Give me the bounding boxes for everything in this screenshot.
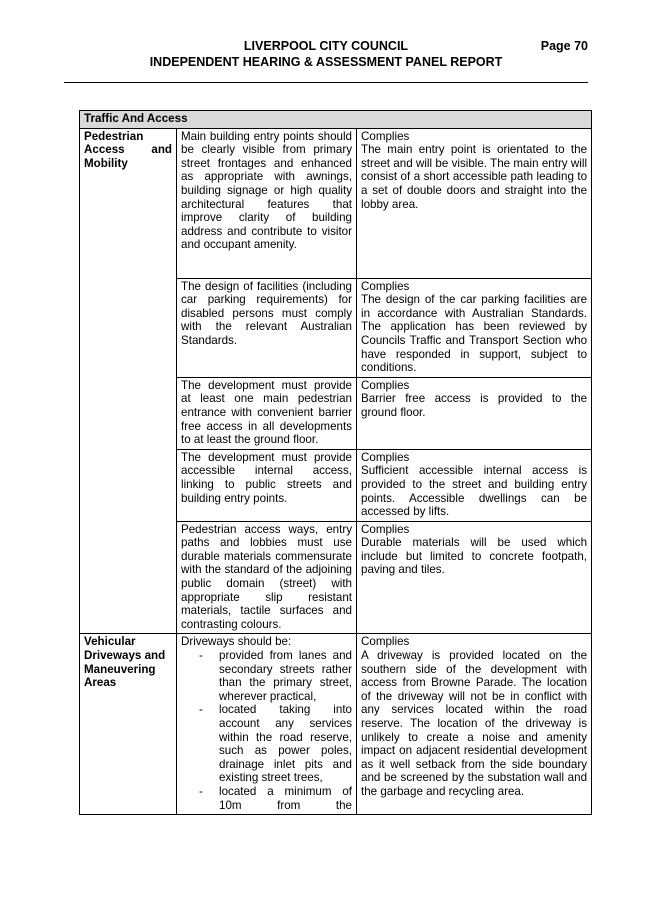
comment-text: The design of the car parking facilities are in accordance with Australian Standards. The application has been reviewed by Councils Traffic and Transport Section who have responded in support, subject to conditions. xyxy=(361,293,588,375)
status-text: Complies xyxy=(361,635,410,649)
requirement-cell: Main building entry points should be clearly visible from primary street frontages and enhanced as appropriate with awnings, building signage or high quality architectural features that improve clarity of building address and contribute to visitor and occupant amenity. xyxy=(177,128,357,278)
table-row xyxy=(80,128,592,278)
report-header xyxy=(64,38,588,70)
driveway-criteria-list xyxy=(181,649,352,812)
assessment-table xyxy=(79,110,592,815)
council-name: LIVERPOOL CITY COUNCIL xyxy=(243,39,409,53)
status-text: Complies xyxy=(361,522,410,536)
section-title: Traffic And Access xyxy=(80,111,592,129)
page-number: Page 70 xyxy=(540,39,588,53)
requirement-cell: Pedestrian access ways, entry paths and lobbies must use durable materials commensurate with the standard of the adjoining public domain (street) with appropriate slip resistant materials, tactile surfaces and contrasting colours. xyxy=(177,521,357,634)
status-text: Complies xyxy=(361,129,410,143)
requirement-cell: The development must provide at least one main pedestrian entrance with convenient barrier free access in all developments to at least the ground floor. xyxy=(177,377,357,449)
table-row xyxy=(80,634,592,815)
status-text: Complies xyxy=(361,450,410,464)
requirement-intro: Driveways should be: xyxy=(181,635,292,649)
assessment-cell xyxy=(357,377,592,449)
category-cell xyxy=(80,128,177,634)
comment-text: Barrier free access is provided to the ground floor. xyxy=(361,392,588,419)
assessment-cell xyxy=(357,128,592,278)
list-item: - located a minimum of 10m from the xyxy=(219,785,352,812)
assessment-cell xyxy=(357,634,592,815)
comment-text: A driveway is provided located on the southern side of the development with access from Browne Parade. The location of the driveway will not be in conflict with any services located within the road reserve. The location of the driveway is unlikely to create a noise and amenity impact on adjacent residential development as it well setback from the side boundary and be screened by the substation wall and the garbage and recycling area. xyxy=(361,649,588,798)
category-cell: Vehicular Driveways and Maneuvering Areas xyxy=(80,634,177,815)
requirement-cell xyxy=(177,634,357,815)
category-label: Pedestrian Access and Mobility xyxy=(84,129,172,170)
requirement-cell: The development must provide accessible internal access, linking to public streets and building entry points. xyxy=(177,449,357,521)
assessment-cell xyxy=(357,278,592,377)
section-header-row xyxy=(80,111,592,129)
assessment-cell xyxy=(357,521,592,634)
header-divider xyxy=(64,82,588,83)
requirement-cell: The design of facilities (including car parking requirements) for disabled persons must comply with the relevant Australian Standards. xyxy=(177,278,357,377)
report-title: INDEPENDENT HEARING & ASSESSMENT PANEL REPORT xyxy=(149,55,503,69)
list-item: - provided from lanes and secondary streets rather than the primary street, wherever practical, xyxy=(219,649,352,703)
comment-text: Sufficient accessible internal access is provided to the street and building entry points. Accessible dwellings can be accessed by lifts. xyxy=(361,464,588,519)
status-text: Complies xyxy=(361,378,410,392)
category-label-text: Mobility xyxy=(84,156,128,170)
comment-text: The main entry point is orientated to the street and will be visible. The main entry will consist of a short accessible path leading to a set of double doors and straight into the lobby area. xyxy=(361,143,588,211)
comment-text: Durable materials will be used which include but limited to concrete footpath, paving and tiles. xyxy=(361,536,588,577)
assessment-cell xyxy=(357,449,592,521)
status-text: Complies xyxy=(361,279,410,293)
list-item: - located taking into account any services within the road reserve, such as power poles, drainage inlet pits and existing street trees, xyxy=(219,703,352,785)
